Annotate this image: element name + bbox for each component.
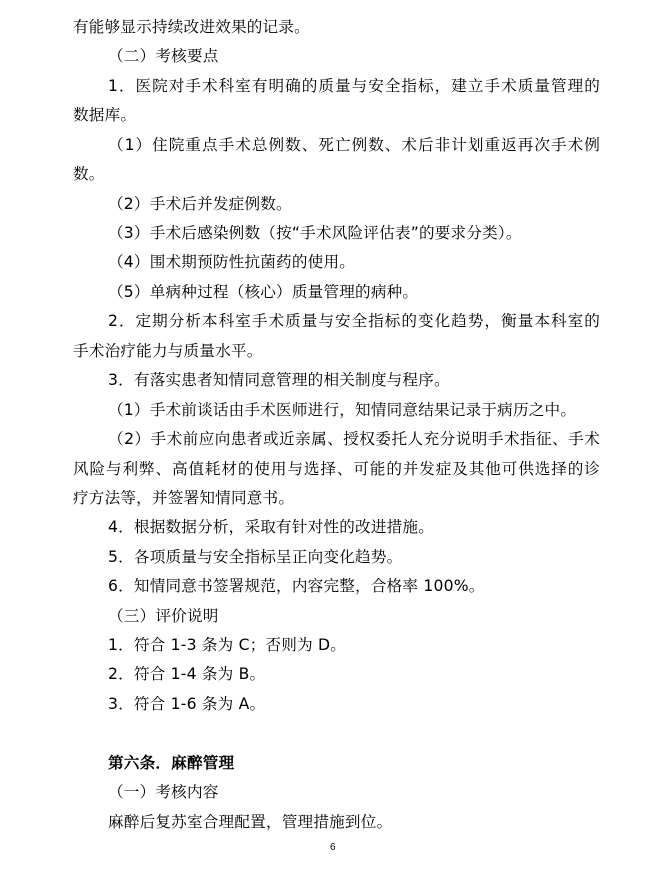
paragraph-line: 风险与利弊、高值耗材的使用与选择、可能的并发症及其他可供选择的诊 (73, 460, 600, 478)
article-heading: 第六条．麻醉管理 (108, 754, 235, 772)
paragraph-line: 数据库。 (73, 106, 137, 124)
paragraph-line: 6．知情同意书签署规范，内容完整，合格率 100%。 (108, 577, 485, 595)
section-heading: （三）评价说明 (108, 607, 219, 625)
section-heading: （二）考核要点 (108, 47, 219, 65)
paragraph-line: （2）手术后并发症例数。 (108, 195, 292, 213)
page-number: 6 (330, 842, 336, 853)
paragraph-line: （3）手术后感染例数（按“手术风险评估表”的要求分类）。 (108, 224, 522, 242)
paragraph-line: （1）手术前谈话由手术医师进行，知情同意结果记录于病历之中。 (108, 401, 577, 419)
paragraph-line: 2．符合 1-4 条为 B。 (108, 665, 266, 683)
paragraph-line: 2．定期分析本科室手术质量与安全指标的变化趋势，衡量本科室的 (108, 312, 600, 330)
paragraph-line: 3．符合 1-6 条为 A。 (108, 695, 266, 713)
paragraph-line: （2）手术前应向患者或近亲属、授权委托人充分说明手术指征、手术 (108, 430, 600, 448)
paragraph-line: 疗方法等，并签署知情同意书。 (73, 489, 295, 507)
paragraph-line: 3．有落实患者知情同意管理的相关制度与程序。 (108, 371, 450, 389)
paragraph-line: 麻醉后复苏室合理配置，管理措施到位。 (108, 813, 393, 831)
paragraph-line: 有能够显示持续改进效果的记录。 (73, 18, 310, 36)
paragraph-line: 手术治疗能力与质量水平。 (73, 342, 263, 360)
paragraph-line: 5．各项质量与安全指标呈正向变化趋势。 (108, 548, 403, 566)
paragraph-line: 1．符合 1-3 条为 C；否则为 D。 (108, 636, 347, 654)
paragraph-line: （5）单病种过程（核心）质量管理的病种。 (108, 283, 419, 301)
paragraph-line: 1．医院对手术科室有明确的质量与安全指标，建立手术质量管理的 (108, 77, 600, 95)
paragraph-line: （4）围术期预防性抗菌药的使用。 (108, 253, 356, 271)
paragraph-line: 数。 (73, 165, 105, 183)
paragraph-line: 4．根据数据分析，采取有针对性的改进措施。 (108, 518, 434, 536)
section-heading: （一）考核内容 (108, 783, 219, 801)
paragraph-line: （1）住院重点手术总例数、死亡例数、术后非计划重返再次手术例 (108, 136, 600, 154)
